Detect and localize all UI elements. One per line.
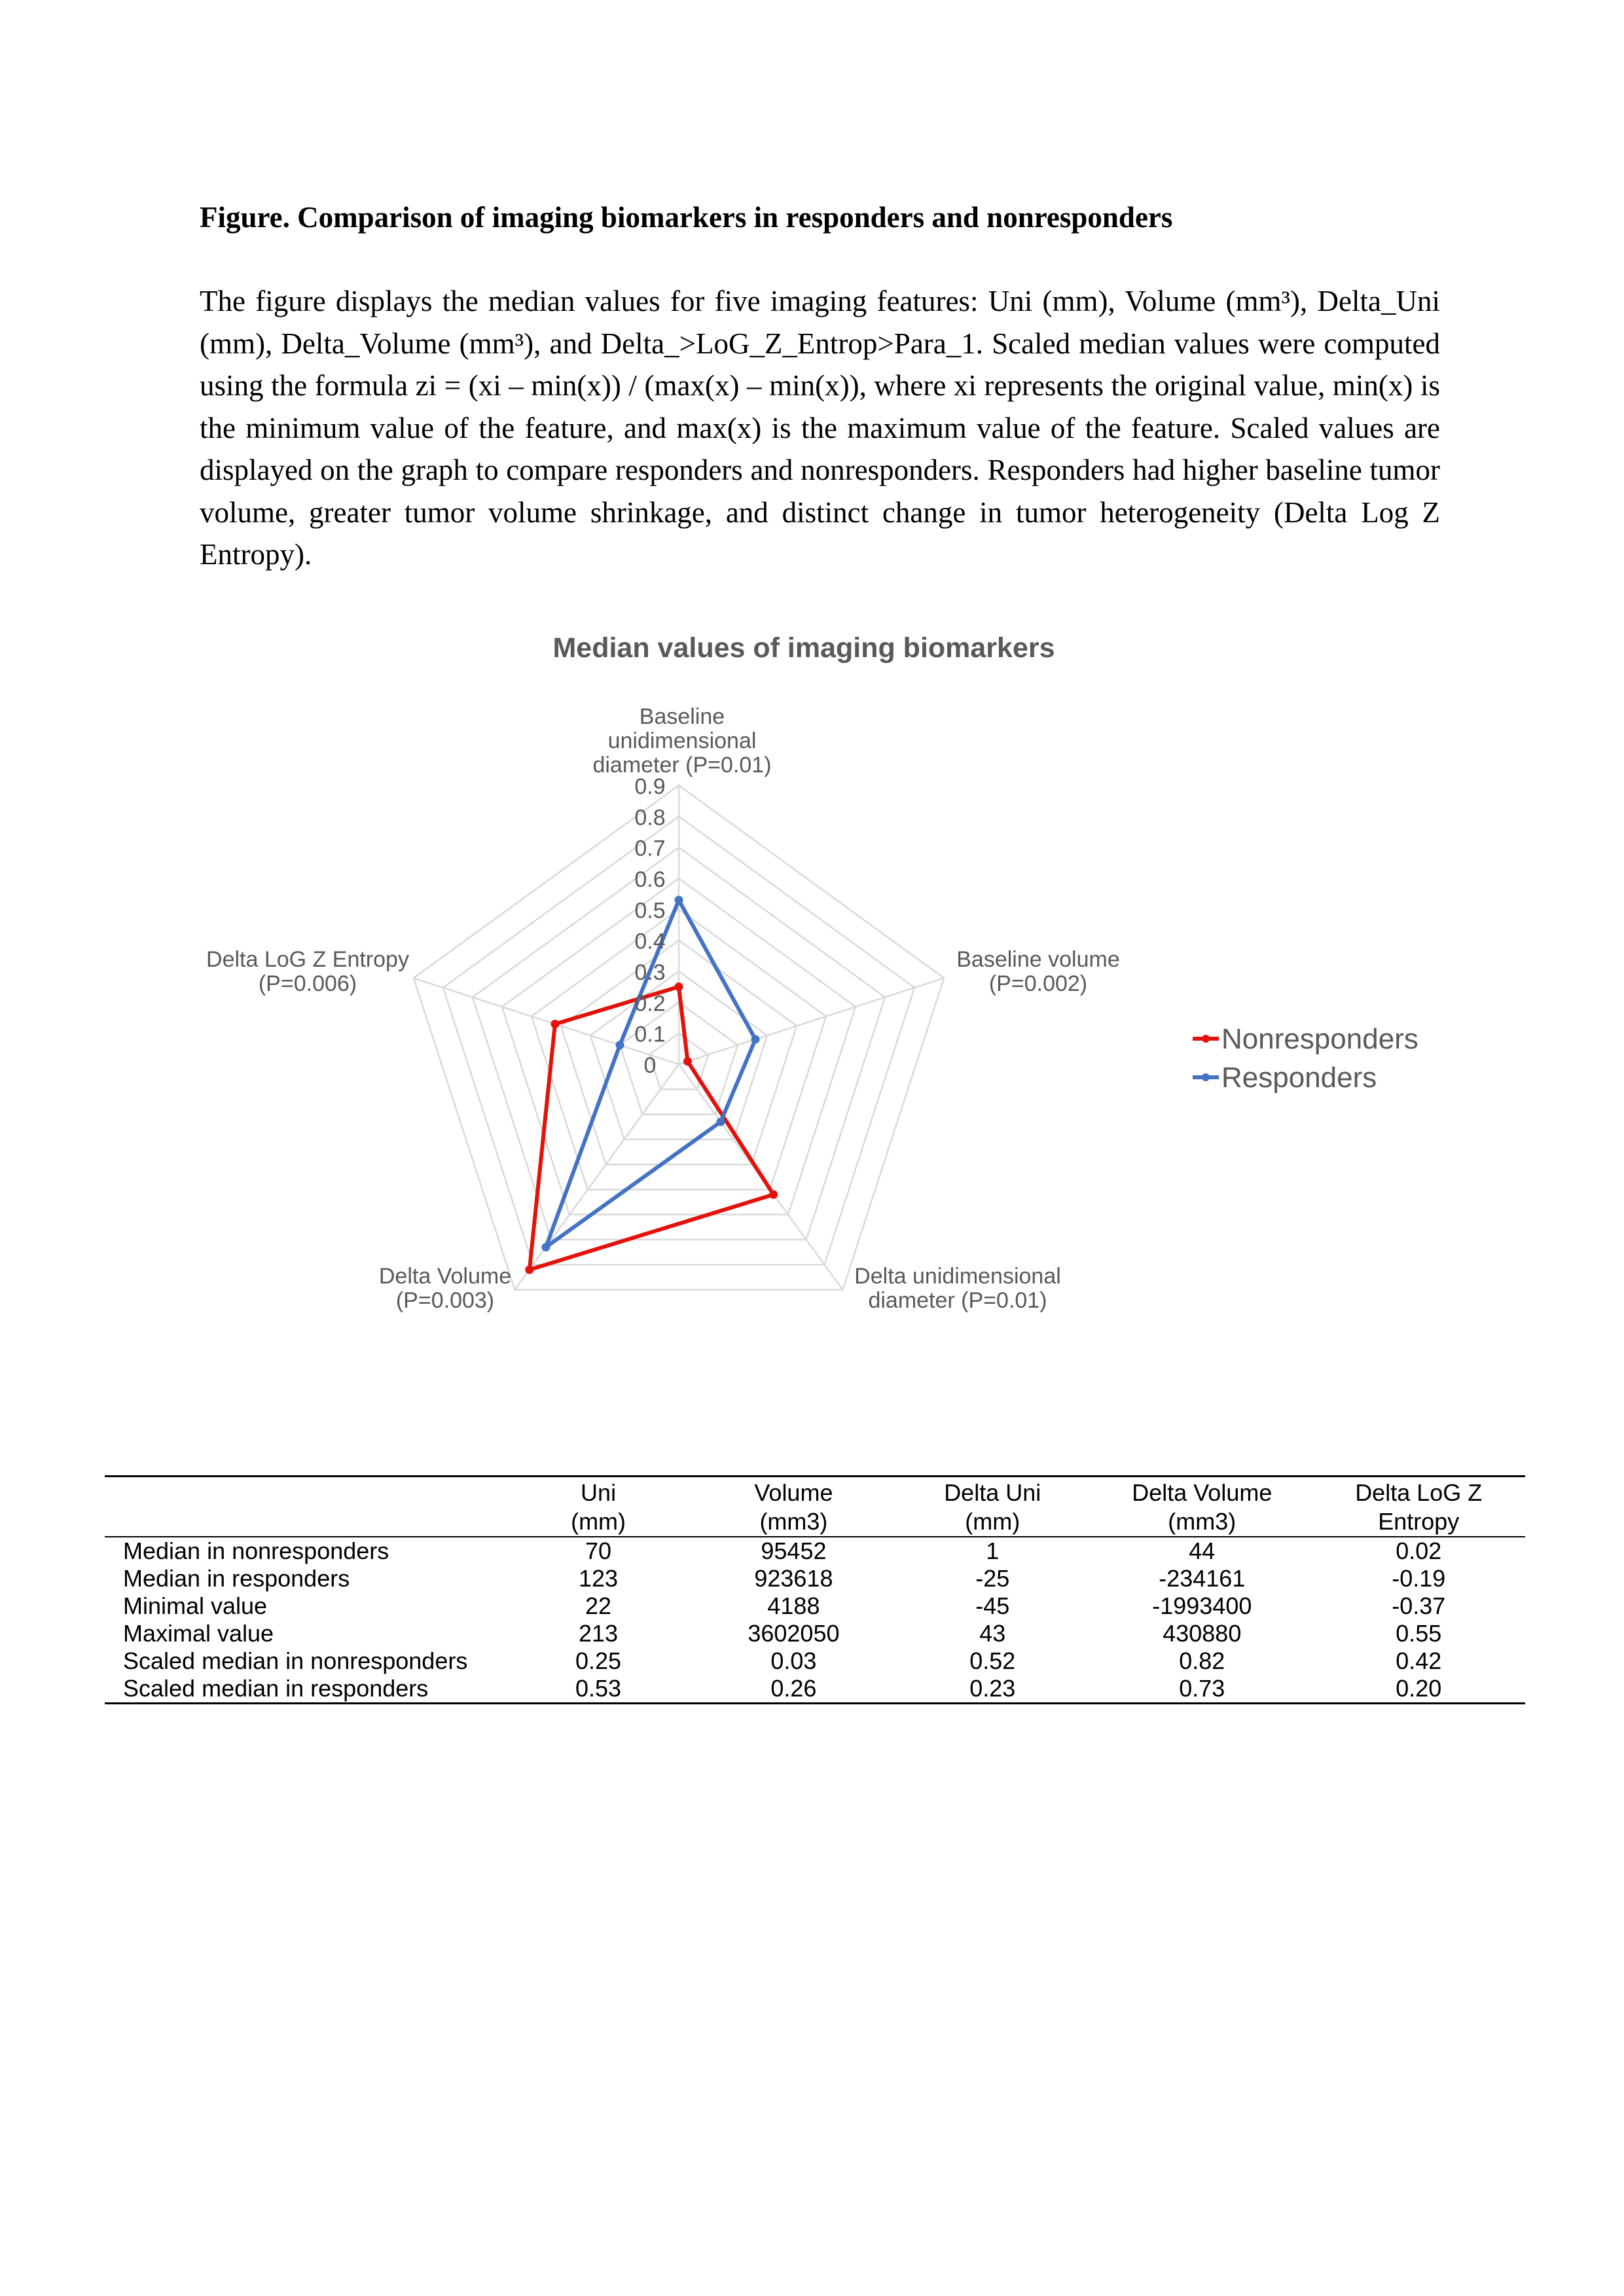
table-header-cell <box>1312 1477 1525 1537</box>
row-label: Median in nonresponders <box>123 1537 389 1564</box>
tick-label: 0.3 <box>634 960 666 985</box>
table-cell: 0.52 <box>969 1647 1016 1674</box>
table-cell: -234161 <box>1159 1565 1246 1592</box>
table-header-text: Delta LoG Z <box>1355 1479 1483 1506</box>
table-row <box>105 1647 1525 1675</box>
table-header-cell <box>105 1477 503 1537</box>
tick-label: 0.7 <box>634 836 666 861</box>
figure-title: Figure. Comparison of imaging biomarkers in responders and nonresponders <box>200 201 1173 234</box>
legend-label: Nonresponders <box>1221 1023 1418 1055</box>
table-header-cell <box>695 1477 893 1537</box>
series-point <box>550 1020 559 1028</box>
table-body <box>105 1537 1525 1704</box>
table-cell: 0.25 <box>575 1647 622 1674</box>
data-table <box>105 1475 1525 1704</box>
series-point <box>769 1191 778 1199</box>
table-row <box>105 1565 1525 1592</box>
table-cell: 0.73 <box>1179 1675 1225 1702</box>
row-label: Scaled median in nonresponders <box>123 1647 468 1674</box>
tick-label: 0.1 <box>634 1022 666 1047</box>
tick-label: 0.9 <box>634 774 666 799</box>
table-cell: 70 <box>585 1537 612 1564</box>
tick-label: 0.5 <box>634 898 666 924</box>
table-cell: 0.26 <box>770 1675 817 1702</box>
table-cell: -45 <box>975 1592 1010 1619</box>
axis-label: Baseline volume (P=0.002) <box>956 947 1120 996</box>
chart-title: Median values of imaging biomarkers <box>552 632 1055 664</box>
table-header-cell <box>1092 1477 1312 1537</box>
table-cell: 43 <box>979 1620 1006 1647</box>
table-header-text: Delta Volume <box>1132 1479 1272 1506</box>
table-cell: 0.03 <box>770 1647 817 1674</box>
axis-label: Delta Volume (P=0.003) <box>378 1264 512 1313</box>
table-header-text: Entropy <box>1378 1508 1460 1535</box>
row-label: Median in responders <box>123 1565 350 1592</box>
series-point <box>751 1035 760 1043</box>
table-header-text: Volume <box>754 1479 833 1506</box>
table-header-text: Uni <box>581 1479 617 1506</box>
axis-label: Delta unidimensional diameter (P=0.01) <box>854 1264 1061 1313</box>
table-cell: 3602050 <box>748 1620 840 1647</box>
table-cell: 0.53 <box>575 1675 622 1702</box>
table-cell: 123 <box>579 1565 619 1592</box>
table-cell: 430880 <box>1163 1620 1242 1647</box>
radial-ticks <box>634 774 665 1078</box>
series-point <box>541 1243 550 1251</box>
table-cell: 213 <box>579 1620 619 1647</box>
legend-marker <box>1202 1073 1210 1081</box>
table-cell: -0.19 <box>1392 1565 1446 1592</box>
series-point <box>675 896 683 905</box>
series-point <box>675 982 683 991</box>
table-cell: -1993400 <box>1152 1592 1252 1619</box>
series-point <box>615 1041 624 1049</box>
table-cell: 0.23 <box>969 1675 1016 1702</box>
row-label: Maximal value <box>123 1620 274 1647</box>
table-header-text: (mm3) <box>1168 1508 1236 1535</box>
table-cell: 0.42 <box>1396 1647 1442 1674</box>
table-row <box>105 1620 1525 1647</box>
tick-label: 0.2 <box>634 991 666 1016</box>
table-cell: 95452 <box>761 1537 827 1564</box>
legend-marker <box>1202 1035 1210 1043</box>
axis-label: Delta LoG Z Entropy (P=0.006) <box>206 947 409 996</box>
radar-grid <box>414 785 944 1290</box>
tick-label: 0 <box>643 1053 657 1078</box>
series-point <box>683 1057 692 1066</box>
table-row <box>105 1537 1525 1565</box>
table-cell: 923618 <box>754 1565 833 1592</box>
table-header-text: (mm3) <box>759 1508 828 1535</box>
table-cell: -25 <box>975 1565 1010 1592</box>
table-cell: 44 <box>1189 1537 1216 1564</box>
radar-chart <box>0 589 1624 1374</box>
table-header-text: Delta Uni <box>944 1479 1041 1506</box>
row-label: Scaled median in responders <box>123 1675 429 1702</box>
series-point <box>525 1266 533 1274</box>
axis-label: Baseline unidimensional diameter (P=0.01) <box>592 704 772 778</box>
table-row <box>105 1592 1525 1620</box>
table-header-text: (mm) <box>965 1508 1020 1535</box>
table-cell: -0.37 <box>1392 1592 1446 1619</box>
table-cell: 0.55 <box>1396 1620 1442 1647</box>
series-point <box>716 1118 725 1126</box>
table-cell: 0.82 <box>1179 1647 1225 1674</box>
tick-label: 0.4 <box>634 929 666 954</box>
table-cell: 4188 <box>767 1592 820 1619</box>
table-cell: 0.20 <box>1396 1675 1442 1702</box>
table-header-text: (mm) <box>571 1508 626 1535</box>
table-cell: 1 <box>986 1537 1000 1564</box>
table-header-cell <box>503 1477 695 1537</box>
tick-label: 0.6 <box>634 867 666 892</box>
tick-label: 0.8 <box>634 805 666 831</box>
legend <box>1193 1023 1418 1094</box>
table-header-cell <box>893 1477 1092 1537</box>
table-cell: 22 <box>585 1592 612 1619</box>
row-label: Minimal value <box>123 1592 268 1619</box>
table-row <box>105 1675 1525 1704</box>
table-cell: 0.02 <box>1396 1537 1442 1564</box>
table-header-row <box>105 1477 1525 1537</box>
figure-caption: The figure displays the median values for five imaging features: Uni (mm), Volume (mm³), Delta_Uni (mm), Delta_Volume (mm³), and Delta_>LoG_Z_Entrop>Para_1. Scaled median values were computed using the formula zi = (xi – min(x)) / (max(x) – min(x)), where xi represents the original value, min(x) is the minimum value of the feature, and max(x) is the maximum value of the feature. Scaled values are displayed on the graph to compare responders and nonresponders. Responders had higher baseline tumor volume, greater tumor volume shrinkage, and distinct change in tumor heterogeneity (Delta Log Z Entropy). <box>200 285 1440 571</box>
legend-label: Responders <box>1221 1062 1377 1094</box>
